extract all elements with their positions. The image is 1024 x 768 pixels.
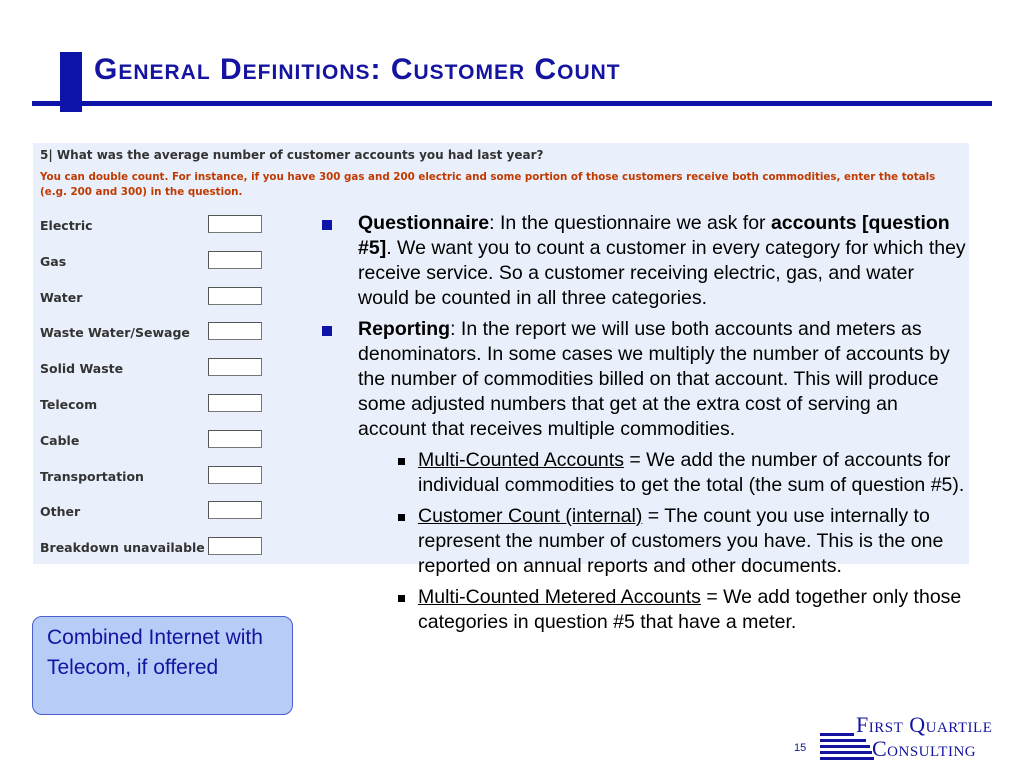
- row-label: Breakdown unavailable: [40, 540, 205, 556]
- logo-text-line2: Consulting: [872, 736, 977, 761]
- row-gas: [33, 250, 273, 274]
- sub-bullet-customer-count-internal: [358, 504, 967, 579]
- row-waste-water-sewage: [33, 321, 273, 345]
- sub-bullet-term: Multi-Counted Accounts: [418, 449, 624, 471]
- cable-input[interactable]: [208, 430, 262, 448]
- row-label: Other: [40, 504, 81, 520]
- row-label: Waste Water/Sewage: [40, 325, 190, 341]
- bullet-text: : In the questionnaire we ask for: [489, 212, 771, 234]
- sub-bullet-term: Customer Count (internal): [418, 505, 643, 527]
- row-label: Cable: [40, 432, 80, 448]
- row-transportation: [33, 465, 273, 489]
- transportation-input[interactable]: [208, 466, 262, 484]
- row-cable: [33, 429, 273, 453]
- water-input[interactable]: [208, 287, 262, 305]
- telecom-callout: Combined Internet with Telecom, if offered: [32, 616, 293, 715]
- bullet-bold-text: accounts [question #5]: [358, 212, 950, 259]
- bullet-text: : In the report we will use both accounts and meters as denominators. In some cases we multiply the number of accounts by the number of commodities billed on that account. This will produce some adjusted numbers that get at the extra cost of serving an account that receives multiple commodities.: [358, 318, 950, 440]
- sub-bullet-term: Multi-Counted Metered Accounts: [418, 586, 701, 608]
- page-title: General Definitions: Customer Count: [94, 53, 621, 86]
- row-breakdown-unavailable: [33, 536, 273, 560]
- row-water: [33, 286, 273, 310]
- row-telecom: [33, 393, 273, 417]
- bullet-text: . We want you to count a customer in every category for which they receive service. So a customer receiving electric, gas, and water would be counted in all three categories.: [358, 237, 966, 309]
- question-5-note: You can double count. For instance, if you have 300 gas and 200 electric and some portion of those customers receive both commodities, enter the totals (e.g. 200 and 300) in the question.: [40, 171, 936, 198]
- bullet-term: Questionnaire: [358, 212, 490, 234]
- logo-stripe: [820, 745, 870, 748]
- telecom-input[interactable]: [208, 394, 262, 412]
- page-number: 15: [794, 742, 807, 754]
- row-label: Gas: [40, 253, 67, 269]
- row-label: Telecom: [40, 397, 98, 412]
- row-label: Electric: [40, 218, 93, 233]
- square-bullet-icon: [398, 595, 405, 602]
- bullet-term: Reporting: [358, 318, 451, 340]
- waste-water-sewage-input[interactable]: [208, 322, 262, 340]
- solid-waste-input[interactable]: [208, 358, 262, 376]
- bullet-questionnaire: [322, 211, 967, 311]
- square-bullet-icon: [398, 458, 405, 465]
- sub-bullet-text: = The count you use internally to represent the number of customers you have. This is the one reported on annual reports and other documents.: [418, 505, 944, 577]
- logo-stripe: [820, 757, 874, 760]
- other-input[interactable]: [208, 501, 262, 519]
- row-other: [33, 500, 273, 524]
- row-label: Water: [40, 289, 83, 305]
- row-label: Solid Waste: [40, 361, 124, 377]
- breakdown-unavailable-input[interactable]: [208, 537, 262, 555]
- electric-input[interactable]: [208, 215, 262, 233]
- logo-stripe: [820, 733, 854, 736]
- bullet-reporting: [322, 317, 967, 635]
- row-solid-waste: [33, 357, 273, 381]
- question-5-title: 5| What was the average number of customer accounts you had last year?: [40, 148, 544, 162]
- square-bullet-icon: [322, 220, 332, 230]
- gas-input[interactable]: [208, 251, 262, 269]
- logo-text-line1: First Quartile: [856, 712, 993, 737]
- row-electric: [33, 214, 273, 238]
- definitions-bullets: [322, 211, 967, 641]
- first-quartile-logo: [820, 713, 1020, 765]
- sub-bullet-text: = We add the number of accounts for individual commodities to get the total (the sum of question #5).: [418, 449, 965, 496]
- logo-stripe: [820, 739, 866, 742]
- row-label: Transportation: [40, 468, 144, 484]
- logo-stripe: [820, 751, 872, 754]
- sub-bullet-multi-counted-accounts: [358, 448, 967, 498]
- title-underline: [32, 101, 992, 106]
- sub-bullet-multi-counted-metered-accounts: [358, 585, 967, 635]
- square-bullet-icon: [398, 514, 405, 521]
- square-bullet-icon: [322, 326, 332, 336]
- sub-bullet-text: = We add together only those categories in question #5 that have a meter.: [418, 586, 962, 633]
